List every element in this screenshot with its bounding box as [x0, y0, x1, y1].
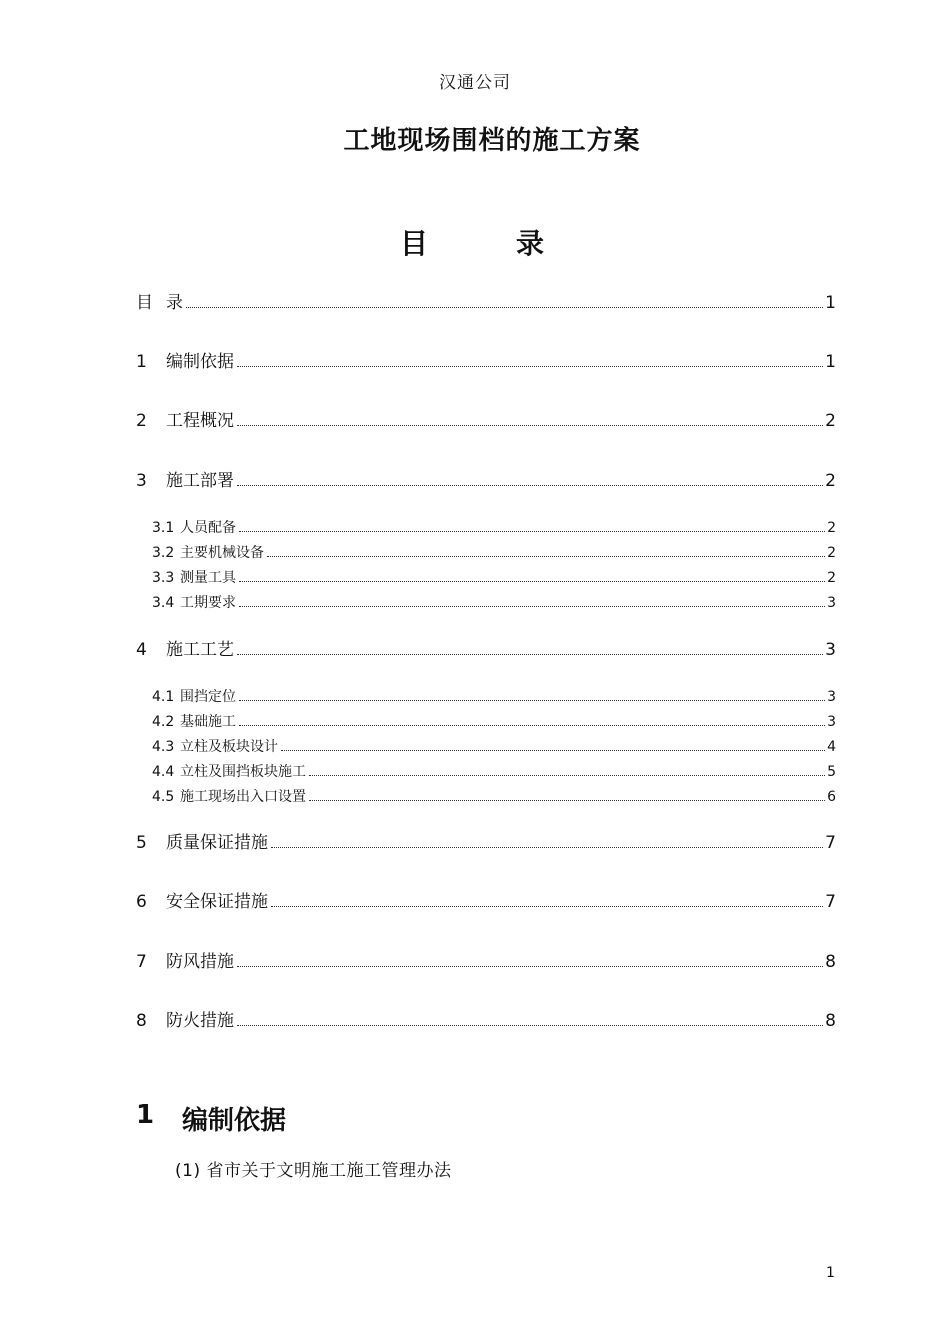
toc-entry-label: 围挡定位 — [180, 689, 236, 705]
toc-dot-leader — [267, 556, 825, 557]
toc-entry-number: 5 — [136, 833, 147, 853]
toc-entry-label: 立柱及板块设计 — [180, 739, 278, 755]
toc-dot-leader — [237, 425, 823, 426]
toc-dot-leader — [237, 654, 823, 655]
toc-entry-number: 4.5 — [152, 789, 175, 805]
toc-entry-page: 6 — [827, 789, 836, 805]
toc-entry[interactable] — [136, 1006, 836, 1031]
toc-entry[interactable] — [152, 567, 836, 587]
section-number: 1 — [136, 1100, 155, 1130]
toc-entry[interactable] — [136, 635, 836, 660]
toc-entry-number: 目 — [136, 293, 153, 313]
toc-entry[interactable] — [136, 347, 836, 372]
toc-entry-page: 2 — [825, 411, 836, 431]
toc-entry[interactable] — [136, 406, 836, 431]
toc-dot-leader — [237, 366, 823, 367]
toc-entry-label: 施工工艺 — [166, 640, 234, 660]
toc-dot-leader — [186, 307, 823, 308]
section-heading — [136, 1100, 286, 1137]
toc-entry-page: 2 — [827, 570, 836, 586]
toc-entry-page: 3 — [827, 595, 836, 611]
toc-entry-label: 基础施工 — [180, 714, 236, 730]
toc-entry-number: 3.1 — [152, 520, 175, 536]
toc-dot-leader — [309, 800, 825, 801]
toc-entry-page: 3 — [827, 689, 836, 705]
toc-dot-leader — [239, 581, 825, 582]
toc-entry[interactable] — [136, 887, 836, 912]
toc-entry-page: 4 — [827, 739, 836, 755]
toc-entry[interactable] — [152, 686, 836, 706]
toc-entry-page: 2 — [827, 520, 836, 536]
toc-entry-label: 施工部署 — [166, 471, 234, 491]
toc-entry-number: 4.2 — [152, 714, 175, 730]
toc-entry-page: 2 — [827, 545, 836, 561]
toc-dot-leader — [271, 906, 823, 907]
toc-entry-page: 8 — [825, 952, 836, 972]
toc-entry[interactable] — [136, 828, 836, 853]
toc-entry-number: 4 — [136, 640, 147, 660]
toc-dot-leader — [237, 1025, 823, 1026]
toc-entry-number: 7 — [136, 952, 147, 972]
toc-dot-leader — [271, 847, 823, 848]
toc-entry[interactable] — [152, 736, 836, 756]
toc-entry[interactable] — [152, 542, 836, 562]
toc-entry-page: 1 — [825, 352, 836, 372]
toc-entry-label: 防风措施 — [166, 952, 234, 972]
toc-entry-label: 主要机械设备 — [180, 545, 264, 561]
toc-entry-page: 7 — [825, 833, 836, 853]
toc-entry-number: 4.3 — [152, 739, 175, 755]
toc-entry[interactable] — [152, 761, 836, 781]
toc-entry[interactable] — [152, 517, 836, 537]
toc-dot-leader — [281, 750, 825, 751]
toc-entry-page: 2 — [825, 471, 836, 491]
toc-dot-leader — [237, 966, 823, 967]
company-header: 汉通公司 — [439, 73, 511, 93]
toc-entry[interactable] — [136, 288, 836, 313]
page-number: 1 — [826, 1265, 835, 1281]
section-title: 编制依据 — [182, 1106, 287, 1136]
toc-entry-label: 人员配备 — [180, 520, 236, 536]
toc-entry[interactable] — [136, 466, 836, 491]
toc-entry-number: 3 — [136, 471, 147, 491]
toc-entry-label: 工程概况 — [166, 411, 234, 431]
toc-entry-page: 5 — [827, 764, 836, 780]
toc-entry-label: 防火措施 — [166, 1011, 234, 1031]
toc-entry[interactable] — [152, 592, 836, 612]
toc-entry-number: 6 — [136, 892, 147, 912]
toc-entry-label: 施工现场出入口设置 — [180, 789, 306, 805]
toc-entry-page: 7 — [825, 892, 836, 912]
toc-entry-label: 安全保证措施 — [166, 892, 268, 912]
section-list-item: (1) 省市关于文明施工施工管理办法 — [175, 1161, 452, 1181]
toc-entry-number: 8 — [136, 1011, 147, 1031]
toc-entry-page: 3 — [825, 640, 836, 660]
toc-entry[interactable] — [152, 711, 836, 731]
toc-entry-label: 立柱及围挡板块施工 — [180, 764, 306, 780]
toc-dot-leader — [239, 606, 825, 607]
toc-dot-leader — [237, 485, 823, 486]
toc-dot-leader — [239, 725, 825, 726]
toc-dot-leader — [239, 531, 825, 532]
toc-entry-number: 4.4 — [152, 764, 175, 780]
toc-entry-label: 测量工具 — [180, 570, 236, 586]
document-title: 工地现场围档的施工方案 — [343, 126, 641, 156]
toc-title: 目 录 — [399, 227, 574, 260]
toc-entry[interactable] — [136, 947, 836, 972]
toc-entry-number: 3.4 — [152, 595, 175, 611]
toc-entry-number: 1 — [136, 352, 147, 372]
toc-dot-leader — [239, 700, 825, 701]
toc-entry-page: 3 — [827, 714, 836, 730]
toc-entry-label: 编制依据 — [166, 352, 234, 372]
toc-entry-label: 质量保证措施 — [166, 833, 268, 853]
toc-entry-number: 3.3 — [152, 570, 175, 586]
toc-entry-number: 2 — [136, 411, 147, 431]
toc-entry-page: 1 — [825, 293, 836, 313]
toc-entry-number: 4.1 — [152, 689, 175, 705]
toc-entry-label: 工期要求 — [180, 595, 236, 611]
toc-entry[interactable] — [152, 786, 836, 806]
toc-entry-page: 8 — [825, 1011, 836, 1031]
toc-entry-number: 3.2 — [152, 545, 175, 561]
toc-entry-label: 录 — [166, 293, 183, 313]
toc-dot-leader — [309, 775, 825, 776]
